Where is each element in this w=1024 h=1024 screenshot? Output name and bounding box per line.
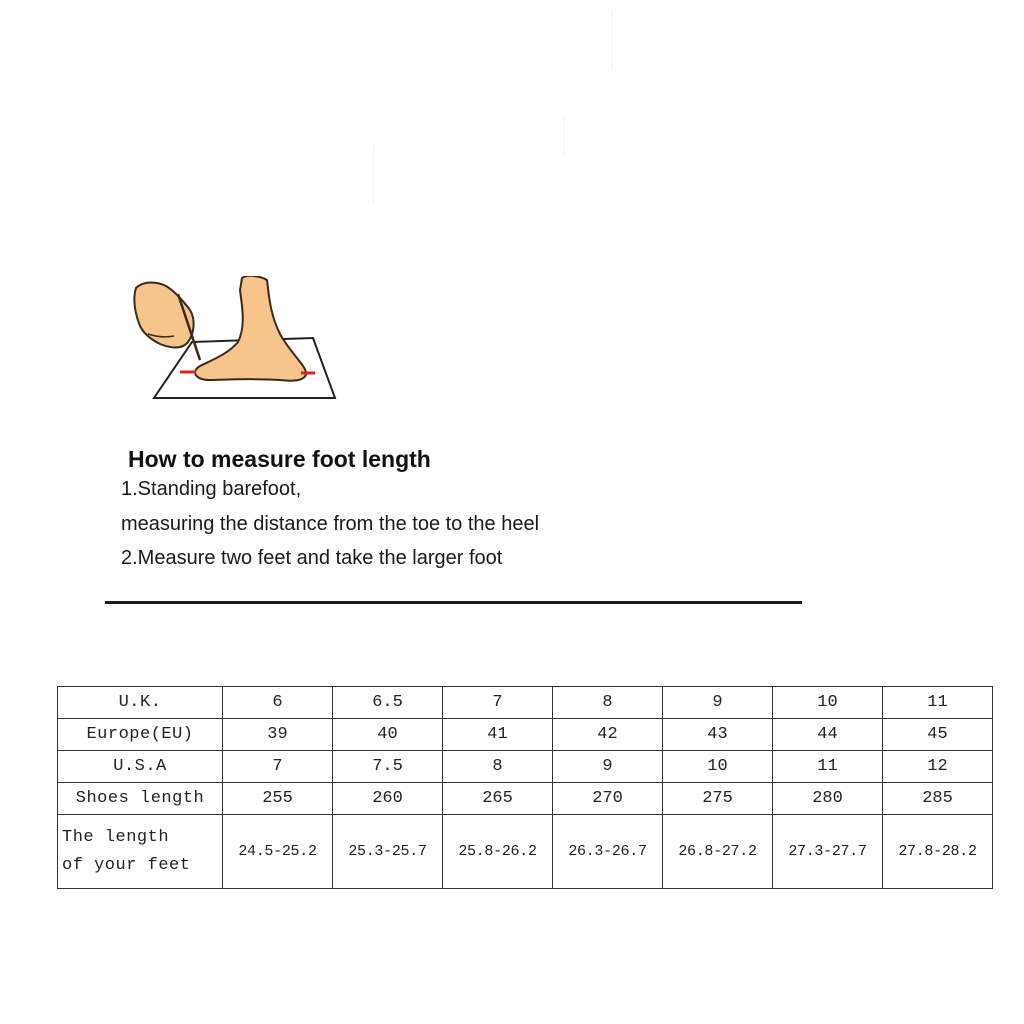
row-eu (58, 719, 993, 751)
table-cell: 8 (443, 751, 553, 783)
table-cell: 25.8-26.2 (443, 815, 553, 889)
guide-step-2: 2.Measure two feet and take the larger foot (121, 547, 503, 569)
table-cell: 24.5-25.2 (223, 815, 333, 889)
row-uk (58, 687, 993, 719)
table-cell: 11 (883, 687, 993, 719)
table-cell: 25.3-25.7 (333, 815, 443, 889)
table-cell: 255 (223, 783, 333, 815)
foot-measure-illustration (130, 276, 340, 404)
table-cell: 265 (443, 783, 553, 815)
table-cell: 10 (663, 751, 773, 783)
table-cell: 7.5 (333, 751, 443, 783)
row-label: Europe(EU) (58, 719, 223, 751)
table-cell: 42 (553, 719, 663, 751)
table-cell: 27.3-27.7 (773, 815, 883, 889)
table-cell: 7 (223, 751, 333, 783)
row-label: Shoes length (58, 783, 223, 815)
table-cell: 11 (773, 751, 883, 783)
table-cell: 40 (333, 719, 443, 751)
table-cell: 43 (663, 719, 773, 751)
table-cell: 12 (883, 751, 993, 783)
table-cell: 9 (663, 687, 773, 719)
guide-step-1: 1.Standing barefoot, (121, 478, 302, 500)
table-cell: 26.8-27.2 (663, 815, 773, 889)
row-label (58, 815, 223, 889)
table-cell: 280 (773, 783, 883, 815)
table-cell: 44 (773, 719, 883, 751)
size-chart-table (57, 686, 993, 889)
table-cell: 41 (443, 719, 553, 751)
table-cell: 7 (443, 687, 553, 719)
table-cell: 285 (883, 783, 993, 815)
table-cell: 26.3-26.7 (553, 815, 663, 889)
guide-title: How to measure foot length (128, 446, 431, 472)
section-divider (105, 601, 802, 604)
row-label-line-1: The length (62, 827, 170, 847)
table-cell: 10 (773, 687, 883, 719)
table-cell: 270 (553, 783, 663, 815)
foot-shape (195, 276, 306, 381)
row-label: U.S.A (58, 751, 223, 783)
table-cell: 9 (553, 751, 663, 783)
table-cell: 8 (553, 687, 663, 719)
row-foot-length (58, 815, 993, 889)
row-label-line-2: of your feet (62, 855, 191, 875)
table-cell: 39 (223, 719, 333, 751)
guide-step-1-detail: measuring the distance from the toe to the heel (121, 513, 540, 535)
table-cell: 6 (223, 687, 333, 719)
row-usa (58, 751, 993, 783)
table-cell: 275 (663, 783, 773, 815)
table-cell: 260 (333, 783, 443, 815)
table-cell: 27.8-28.2 (883, 815, 993, 889)
row-label: U.K. (58, 687, 223, 719)
table-cell: 45 (883, 719, 993, 751)
table-cell: 6.5 (333, 687, 443, 719)
row-shoes-length (58, 783, 993, 815)
